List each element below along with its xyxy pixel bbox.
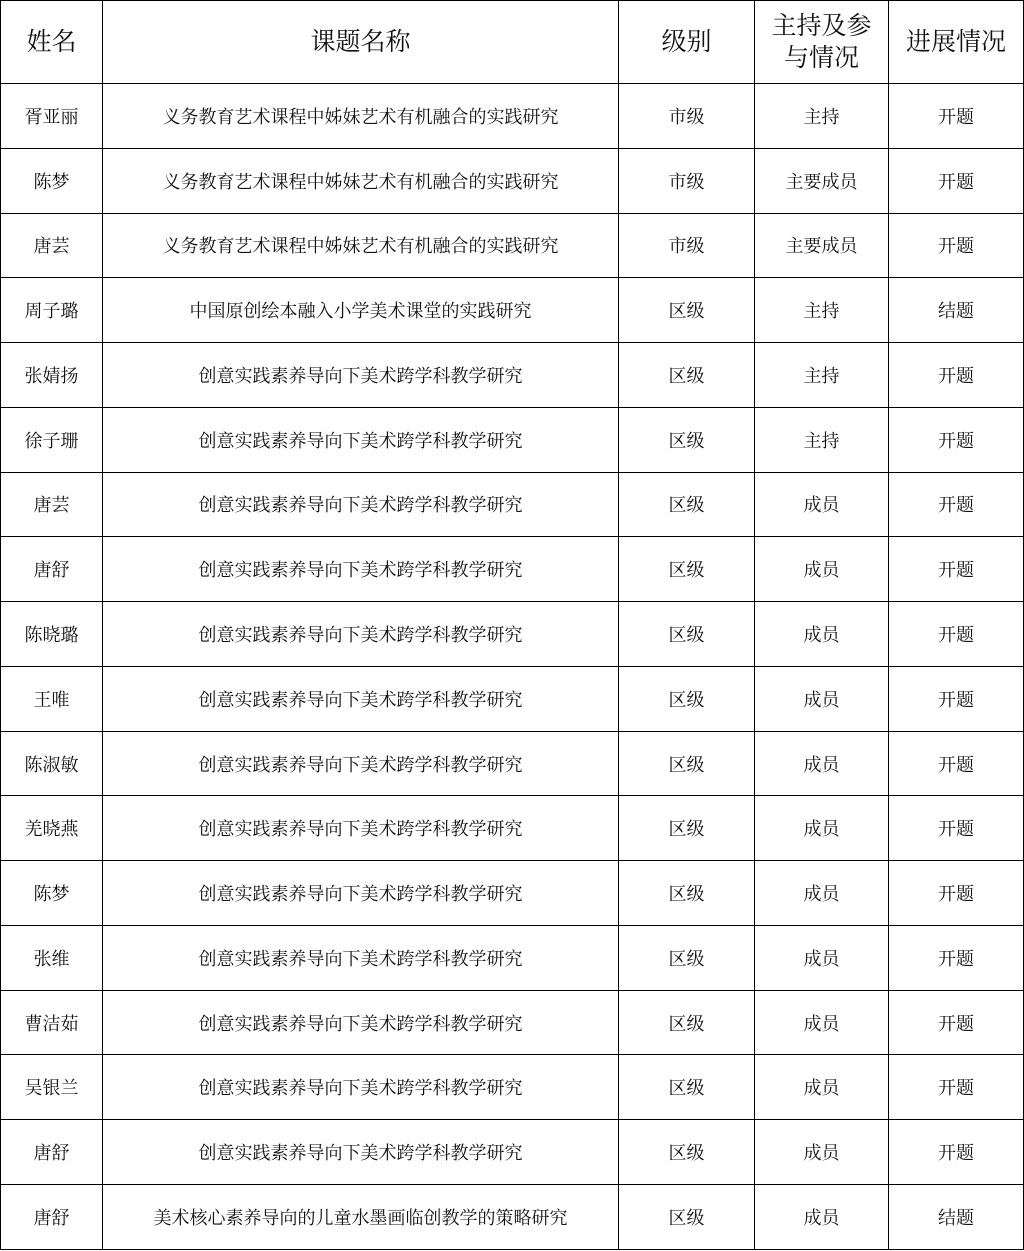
cell-project-title: 创意实践素养导向下美术跨学科教学研究 — [103, 1055, 619, 1120]
cell-name: 徐子珊 — [1, 407, 103, 472]
cell-name: 张婧扬 — [1, 343, 103, 408]
cell-level: 区级 — [619, 925, 755, 990]
cell-project-title: 义务教育艺术课程中姊妹艺术有机融合的实践研究 — [103, 213, 619, 278]
cell-progress: 开题 — [889, 861, 1024, 926]
cell-level: 区级 — [619, 472, 755, 537]
cell-level: 区级 — [619, 343, 755, 408]
cell-name: 唐舒 — [1, 1185, 103, 1250]
cell-level: 区级 — [619, 1055, 755, 1120]
cell-progress: 开题 — [889, 666, 1024, 731]
cell-progress: 结题 — [889, 278, 1024, 343]
table-header-row — [1, 1, 1024, 84]
cell-progress: 开题 — [889, 148, 1024, 213]
cell-project-title: 创意实践素养导向下美术跨学科教学研究 — [103, 925, 619, 990]
cell-role: 成员 — [755, 925, 889, 990]
cell-project-title: 创意实践素养导向下美术跨学科教学研究 — [103, 666, 619, 731]
cell-role: 成员 — [755, 731, 889, 796]
table-row — [1, 602, 1024, 667]
cell-project-title: 创意实践素养导向下美术跨学科教学研究 — [103, 472, 619, 537]
cell-progress: 开题 — [889, 1055, 1024, 1120]
cell-project-title: 美术核心素养导向的儿童水墨画临创教学的策略研究 — [103, 1185, 619, 1250]
cell-project-title: 创意实践素养导向下美术跨学科教学研究 — [103, 731, 619, 796]
cell-level: 区级 — [619, 537, 755, 602]
table-row — [1, 990, 1024, 1055]
table-row — [1, 666, 1024, 731]
cell-level: 区级 — [619, 278, 755, 343]
cell-name: 唐芸 — [1, 472, 103, 537]
cell-progress: 开题 — [889, 407, 1024, 472]
table-row — [1, 148, 1024, 213]
cell-progress: 开题 — [889, 472, 1024, 537]
header-level: 级别 — [619, 1, 755, 84]
table-row — [1, 1120, 1024, 1185]
cell-name: 唐舒 — [1, 537, 103, 602]
table-row — [1, 343, 1024, 408]
cell-name: 曹洁茹 — [1, 990, 103, 1055]
cell-name: 胥亚丽 — [1, 84, 103, 149]
header-role: 主持及参与情况 — [755, 1, 889, 84]
cell-level: 市级 — [619, 84, 755, 149]
cell-name: 唐舒 — [1, 1120, 103, 1185]
cell-level: 区级 — [619, 1185, 755, 1250]
cell-role: 成员 — [755, 1055, 889, 1120]
header-project-title: 课题名称 — [103, 1, 619, 84]
header-name: 姓名 — [1, 1, 103, 84]
cell-progress: 开题 — [889, 990, 1024, 1055]
cell-level: 区级 — [619, 731, 755, 796]
cell-progress: 开题 — [889, 84, 1024, 149]
cell-name: 羌晓燕 — [1, 796, 103, 861]
cell-role: 主持 — [755, 407, 889, 472]
cell-level: 区级 — [619, 602, 755, 667]
cell-project-title: 创意实践素养导向下美术跨学科教学研究 — [103, 796, 619, 861]
cell-role: 成员 — [755, 990, 889, 1055]
table-row — [1, 213, 1024, 278]
cell-name: 陈梦 — [1, 148, 103, 213]
table-row — [1, 537, 1024, 602]
header-progress: 进展情况 — [889, 1, 1024, 84]
table-row — [1, 1055, 1024, 1120]
cell-role: 主要成员 — [755, 213, 889, 278]
cell-role: 主持 — [755, 84, 889, 149]
cell-role: 成员 — [755, 1120, 889, 1185]
cell-role: 成员 — [755, 472, 889, 537]
cell-progress: 结题 — [889, 1185, 1024, 1250]
cell-name: 周子璐 — [1, 278, 103, 343]
cell-role: 成员 — [755, 666, 889, 731]
table-row — [1, 861, 1024, 926]
cell-progress: 开题 — [889, 213, 1024, 278]
cell-role: 主持 — [755, 278, 889, 343]
cell-name: 吴银兰 — [1, 1055, 103, 1120]
cell-project-title: 创意实践素养导向下美术跨学科教学研究 — [103, 990, 619, 1055]
cell-role: 成员 — [755, 796, 889, 861]
table-row — [1, 1185, 1024, 1250]
table-row — [1, 278, 1024, 343]
cell-level: 区级 — [619, 796, 755, 861]
cell-role: 成员 — [755, 1185, 889, 1250]
cell-project-title: 创意实践素养导向下美术跨学科教学研究 — [103, 537, 619, 602]
cell-level: 市级 — [619, 148, 755, 213]
cell-role: 主持 — [755, 343, 889, 408]
cell-name: 唐芸 — [1, 213, 103, 278]
table-row — [1, 472, 1024, 537]
cell-project-title: 创意实践素养导向下美术跨学科教学研究 — [103, 1120, 619, 1185]
table-row — [1, 925, 1024, 990]
cell-progress: 开题 — [889, 796, 1024, 861]
cell-progress: 开题 — [889, 537, 1024, 602]
cell-project-title: 创意实践素养导向下美术跨学科教学研究 — [103, 602, 619, 667]
table-body — [1, 84, 1024, 1250]
cell-name: 张维 — [1, 925, 103, 990]
cell-progress: 开题 — [889, 731, 1024, 796]
cell-progress: 开题 — [889, 343, 1024, 408]
cell-project-title: 义务教育艺术课程中姊妹艺术有机融合的实践研究 — [103, 84, 619, 149]
cell-progress: 开题 — [889, 925, 1024, 990]
cell-project-title: 义务教育艺术课程中姊妹艺术有机融合的实践研究 — [103, 148, 619, 213]
cell-level: 市级 — [619, 213, 755, 278]
cell-role: 成员 — [755, 861, 889, 926]
cell-level: 区级 — [619, 666, 755, 731]
cell-role: 成员 — [755, 602, 889, 667]
table-row — [1, 84, 1024, 149]
cell-name: 陈梦 — [1, 861, 103, 926]
table-row — [1, 407, 1024, 472]
cell-name: 陈晓璐 — [1, 602, 103, 667]
cell-progress: 开题 — [889, 1120, 1024, 1185]
cell-level: 区级 — [619, 1120, 755, 1185]
cell-progress: 开题 — [889, 602, 1024, 667]
cell-name: 王唯 — [1, 666, 103, 731]
cell-level: 区级 — [619, 990, 755, 1055]
table-row — [1, 796, 1024, 861]
cell-name: 陈淑敏 — [1, 731, 103, 796]
table-row — [1, 731, 1024, 796]
cell-project-title: 创意实践素养导向下美术跨学科教学研究 — [103, 861, 619, 926]
cell-role: 主要成员 — [755, 148, 889, 213]
cell-role: 成员 — [755, 537, 889, 602]
cell-project-title: 创意实践素养导向下美术跨学科教学研究 — [103, 407, 619, 472]
cell-project-title: 创意实践素养导向下美术跨学科教学研究 — [103, 343, 619, 408]
cell-level: 区级 — [619, 407, 755, 472]
cell-level: 区级 — [619, 861, 755, 926]
cell-project-title: 中国原创绘本融入小学美术课堂的实践研究 — [103, 278, 619, 343]
